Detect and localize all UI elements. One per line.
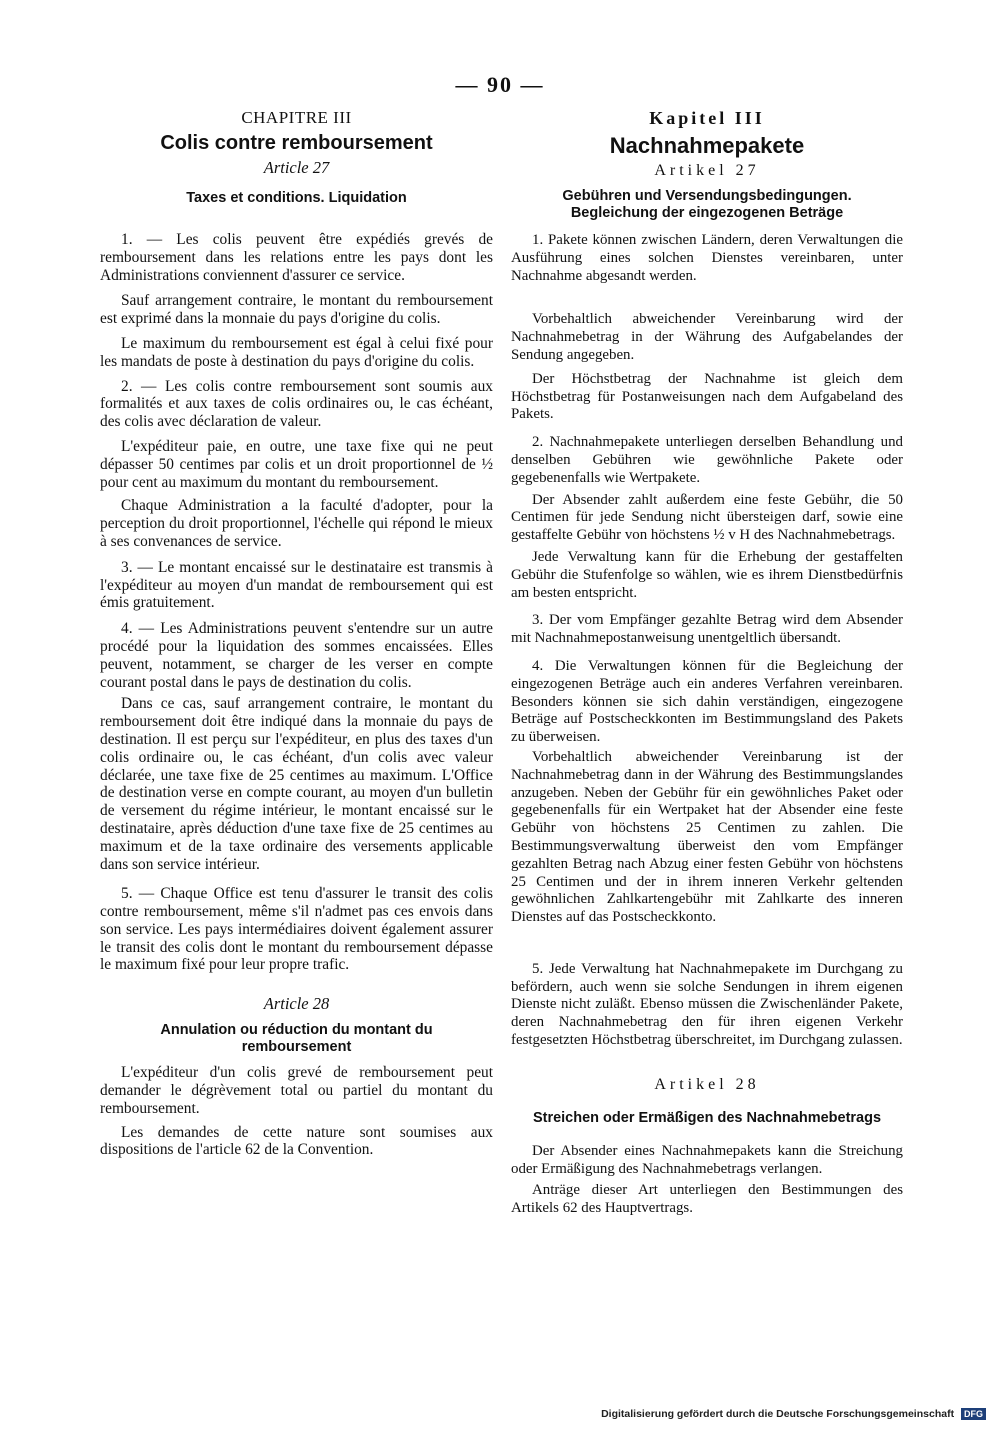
digitization-credit — [601, 1408, 986, 1420]
paragraph: Sauf arrangement contraire, le montant du remboursement est exprimé dans la monnaie du pays d'origine du colis. — [100, 292, 493, 328]
dfg-logo: DFG — [961, 1408, 986, 1420]
paragraph: Der Höchstbetrag der Nachnahme ist gleich dem Höchstbetrag für Postanweisungen nach dem Aufgabeland des Pakets. — [511, 370, 903, 423]
credit-text: Digitalisierung gefördert durch die Deutsche Forschungsgemeinschaft — [601, 1407, 955, 1420]
paragraph: 4. Die Verwaltungen können für die Begleichung der eingezogenen Beträge auch ein anderes Verfahren vereinbaren. Besonders können sie sich dahin verständigen, eingezogene Beträge auf Postscheckkonten im Bestimmungsland des Pakets zu überweisen. — [511, 657, 903, 746]
paragraph: Vorbehaltlich abweichender Vereinbarung wird der Nachnahmebetrag in der Währung des Aufgabelandes der Sendung angegeben. — [511, 311, 903, 363]
paragraph: 4. — Les Administrations peuvent s'entendre sur un autre procédé pour la liquidation des sommes encaissées. Elles peuvent, notamment, se charger de les verser en compte courant postal dans le pays de destination du colis. — [100, 620, 493, 691]
paragraph: 2. — Les colis contre remboursement sont soumis aux formalités et aux taxes de colis ordinaires ou, le cas échéant, des colis avec déclaration de valeur. — [100, 377, 493, 431]
paragraph: Der Absender zahlt außerdem eine feste Gebühr, die 50 Centimen für jede Sendung nicht übersteigen darf, sowie eine gestaffelte Gebühr von höchstens ½ v H des Nachnahmebetrags. — [511, 491, 903, 544]
german-column — [511, 108, 903, 1218]
paragraph: Anträge dieser Art unterliegen den Bestimmungen des Artikels 62 des Hauptvertrags. — [511, 1182, 903, 1217]
paragraph: 1. — Les colis peuvent être expédiés grevés de remboursement dans les relations entre les pays dont les Administrations conviennent d'assurer ce service. — [100, 231, 493, 284]
article-28-heading: Annulation ou réduction du montant du remboursement — [160, 1022, 433, 1056]
paragraph: Vorbehaltlich abweichender Vereinbarung ist der Nachnahmebetrag dann in der Währung des Bestimmungslandes anzugeben. Neben der Gebühr für ein gewöhnliches Paket oder gegebenenfalls für ein Wertpaket hat der Absender eine feste Gebühr von höchstens 25 Centimen zu zahlen. Die Bestimmungsverwaltung überweist den vom Empfänger gezahlten Betrag nach Abzug einer festen Gebühr von höchstens 25 Centimen und der in ihrem inneren Verkehr geltenden gewöhnlichen Zahlkartengebühr mit Zahlkarte des inneren Dienstes auf das Postscheckkonto. — [511, 748, 903, 926]
paragraph: 1. Pakete können zwischen Ländern, deren Verwaltungen die Ausführung eines solchen Dienstes vereinbaren, unter Nachnahme abgesandt werden. — [511, 232, 903, 284]
chapter-heading: CHAPITRE III — [241, 108, 352, 127]
paragraph: Der Absender eines Nachnahmepakets kann die Streichung oder Ermäßigung des Nachnahmebetrags verlangen. — [511, 1142, 903, 1177]
article-27-label: Artikel 27 — [654, 162, 760, 179]
page-number: — 90 — — [455, 72, 545, 97]
paragraph: 2. Nachnahmepakete unterliegen derselben Behandlung und denselben Gebühren wie gewöhnliche Pakete oder gegebenenfalls wie Wertpakete. — [511, 434, 903, 486]
french-column — [100, 108, 493, 1159]
paragraph: 3. Der vom Empfänger gezahlte Betrag wird dem Absender mit Nachnahmepostanweisung unentgeltlich übersandt. — [511, 612, 903, 647]
article-28-label: Artikel 28 — [654, 1075, 760, 1093]
paragraph: Jede Verwaltung kann für die Erhebung der gestaffelten Gebühr die Stufenfolge so wählen, wie es ihrem Dienstbedürfnis am besten entspricht. — [511, 548, 903, 601]
paragraph: Le maximum du remboursement est égal à celui fixé pour les mandats de poste à destination du pays d'origine du colis. — [100, 334, 493, 370]
paragraph: 3. — Le montant encaissé sur le destinataire est transmis à l'expéditeur au moyen d'un mandat de remboursement qui est émis gratuitement. — [100, 558, 493, 612]
paragraph: L'expéditeur paie, en outre, une taxe fixe qui ne peut dépasser 50 centimes par colis et un droit proportionnel de ½ pour cent au maximum du montant du remboursement. — [100, 437, 493, 491]
chapter-heading: Kapitel III — [649, 108, 765, 128]
paragraph: Chaque Administration a la faculté d'adopter, pour la perception du droit proportionnel, l'échelle qui répond le mieux à ses convenances de service. — [100, 497, 493, 550]
paragraph: Dans ce cas, sauf arrangement contraire, le montant du remboursement doit être indiqué dans la monnaie du pays de destination. Il est perçu sur l'expéditeur, en plus des taxes d'un colis ordinaire ou, le cas échéant, d'un colis avec valeur déclarée, une taxe fixe de 25 centimes au maximum. L'Office de destination verse en compte courant, au moyen d'un bulletin de versement du régime intérieur, le montant encaissé sur le destinataire, après déduction d'une taxe fixe de 25 centimes au maximum et de la taxe ordinaire des versements applicable dans son service intérieur. — [100, 695, 493, 873]
paragraph: L'expéditeur d'un colis grevé de remboursement peut demander le dégrèvement total ou partiel du montant du remboursement. — [100, 1064, 493, 1117]
chapter-title: Colis contre remboursement — [160, 132, 433, 154]
article-27-heading: Gebühren und Versendungsbedingungen. Begleichung der eingezogenen Beträge — [562, 188, 852, 221]
article-28-heading: Streichen oder Ermäßigen des Nachnahmebetrags — [532, 1109, 882, 1126]
article-28-label: Article 28 — [263, 994, 330, 1014]
paragraph: 5. — Chaque Office est tenu d'assurer le transit des colis contre remboursement, même s'il n'admet pas ces envois dans son service. Les pays intermédiaires doivent également assurer le transit des colis dont le montant du remboursement dépasse le maximum fixé pour leur propre trafic. — [100, 885, 493, 974]
article-27-label: Article 27 — [263, 158, 330, 177]
paragraph: 5. Jede Verwaltung hat Nachnahmepakete im Durchgang zu befördern, auch wenn sie solche Sendungen in ihrem eigenen Dienste nicht zuläßt. Ebenso müssen die Zwischenländer Pakete, deren Nachnahmebetrag den für ihren eigenen Verkehr festgesetzten Höchstbetrag überschreitet, im Durchgang zulassen. — [511, 960, 903, 1049]
chapter-title: Nachnahmepakete — [609, 133, 805, 158]
article-27-heading: Taxes et conditions. Liquidation — [186, 190, 407, 206]
paragraph: Les demandes de cette nature sont soumises aux dispositions de l'article 62 de la Convention. — [100, 1123, 493, 1159]
